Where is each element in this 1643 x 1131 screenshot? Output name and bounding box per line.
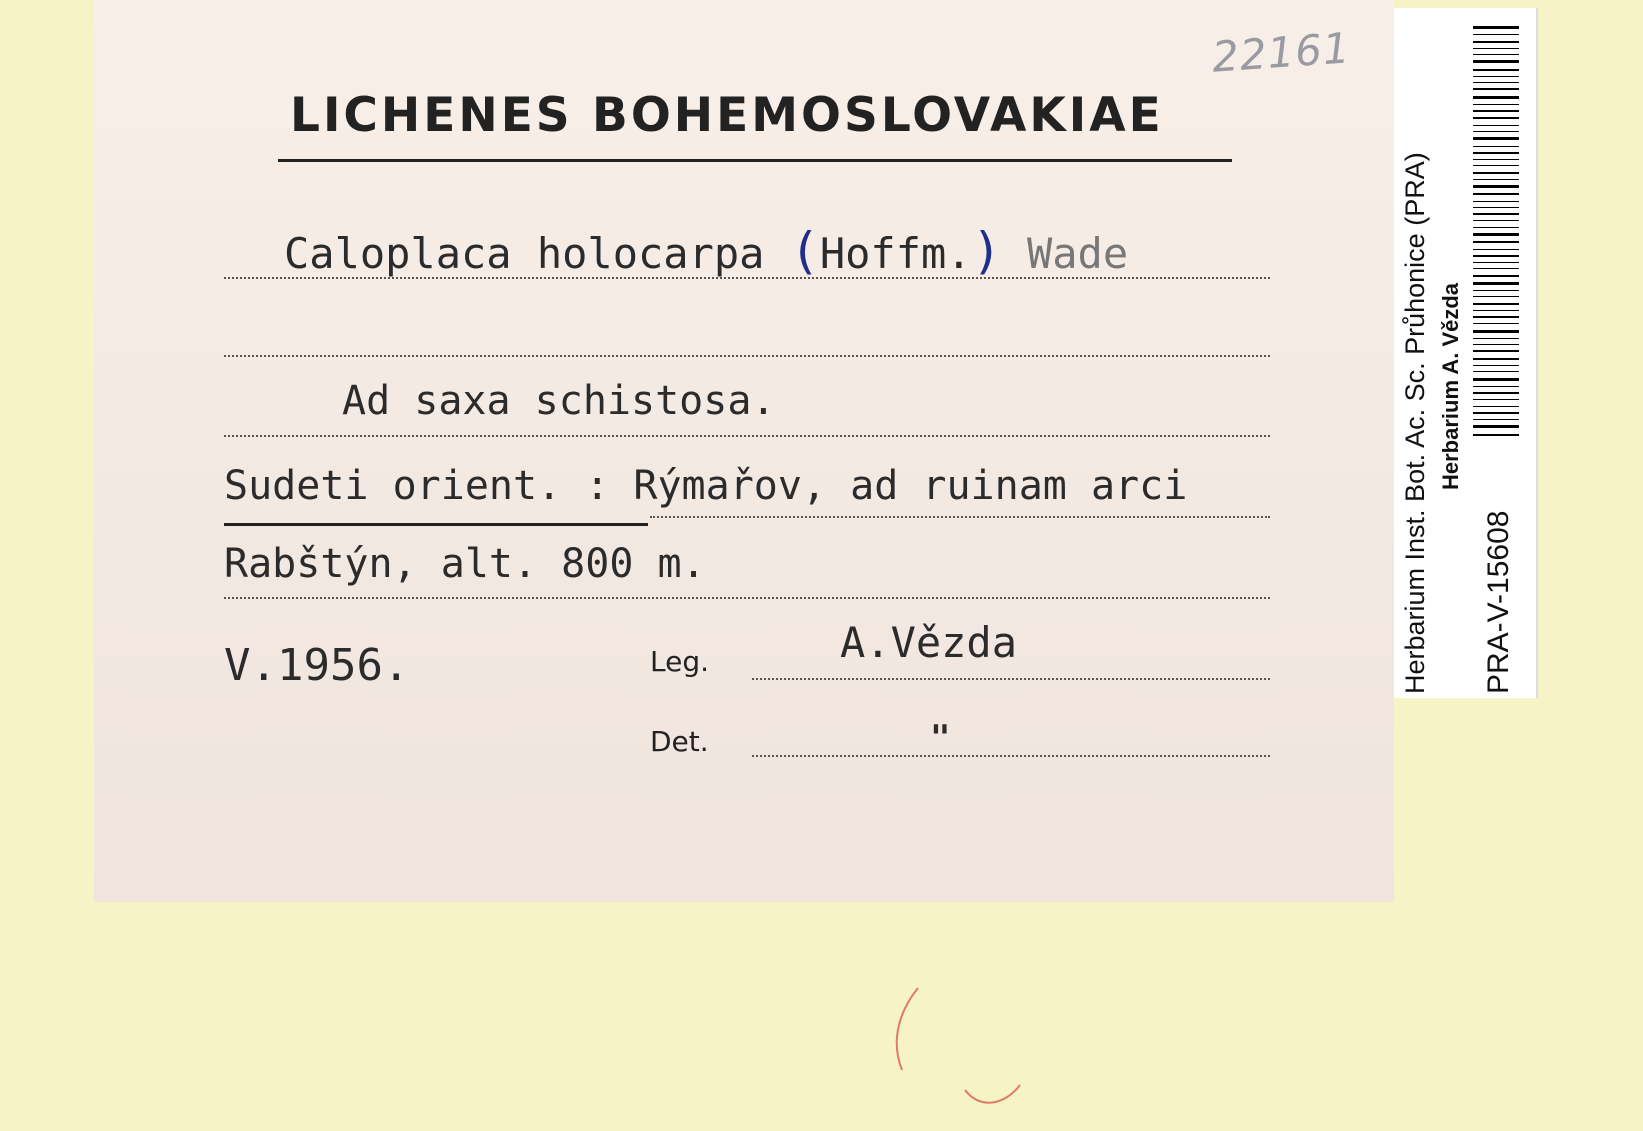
collector-name: A.Vězda — [840, 618, 1018, 667]
locality-line-1: Sudeti orient. : Rýmařov, ad ruinam arci — [224, 463, 1188, 509]
institution-text: Herbarium Inst. Bot. Ac. Sc. Průhonice (PRA) — [1400, 152, 1430, 694]
species-name: Caloplaca holocarpa — [284, 229, 765, 278]
det-dotted-line — [752, 755, 1270, 757]
dotted-line-1 — [224, 277, 1270, 279]
locality-underline — [224, 523, 648, 526]
red-pencil-mark — [880, 980, 1040, 1120]
collection-text: Herbarium A. Vězda — [1438, 282, 1463, 490]
locality-line-2: Rabštýn, alt. 800 m. — [224, 541, 706, 587]
title-underline — [278, 159, 1232, 162]
dotted-line-5 — [224, 597, 1270, 599]
dotted-line-2 — [224, 355, 1270, 357]
catalog-number: PRA-V-15608 — [1482, 510, 1515, 694]
habitat-text: Ad saxa schistosa. — [342, 378, 776, 424]
det-label: Det. — [650, 725, 709, 758]
author-paren-open: ( — [789, 222, 820, 280]
species-author-basionym: Hoffm. — [819, 229, 972, 278]
accession-number: 22161 — [1210, 23, 1353, 82]
species-name-line — [284, 222, 1128, 280]
series-title: LICHENES BOHEMOSLOVAKIAE — [290, 88, 1164, 143]
barcode — [1473, 26, 1519, 436]
species-author: Wade — [1026, 229, 1129, 278]
leg-dotted-line — [752, 678, 1270, 680]
author-paren-close: ) — [971, 222, 1002, 280]
dotted-line-3 — [224, 435, 1270, 437]
determiner-ditto: " — [930, 718, 951, 758]
dotted-line-4 — [650, 516, 1270, 518]
collection-date: V.1956. — [224, 640, 410, 691]
leg-label: Leg. — [650, 645, 710, 678]
